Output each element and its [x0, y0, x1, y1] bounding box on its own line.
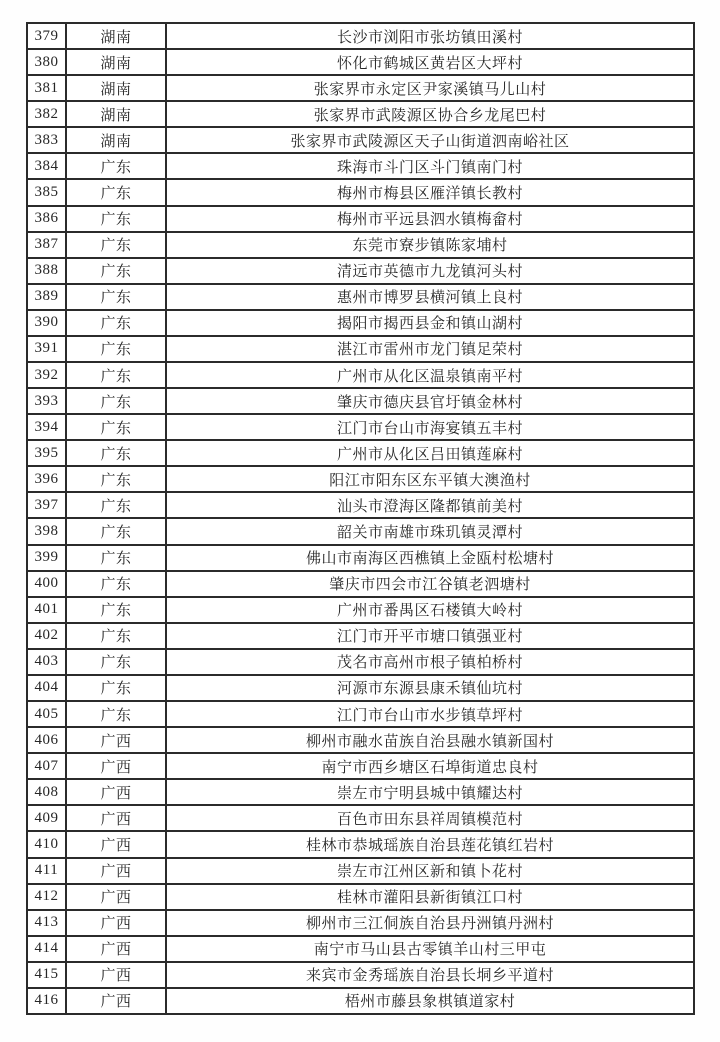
village-name-cell: 广州市从化区吕田镇莲麻村: [166, 440, 694, 466]
row-number-cell: 396: [27, 466, 66, 492]
row-number-cell: 413: [27, 910, 66, 936]
village-name-cell: 崇左市宁明县城中镇耀达村: [166, 779, 694, 805]
table-row: [27, 153, 694, 179]
province-cell: 广东: [66, 440, 166, 466]
village-name-cell: 长沙市浏阳市张坊镇田溪村: [166, 23, 694, 49]
province-cell: 广东: [66, 206, 166, 232]
row-number-cell: 400: [27, 571, 66, 597]
row-number-cell: 394: [27, 414, 66, 440]
row-number-cell: 403: [27, 649, 66, 675]
village-name-cell: 惠州市博罗县横河镇上良村: [166, 284, 694, 310]
village-name-cell: 韶关市南雄市珠玑镇灵潭村: [166, 518, 694, 544]
table-row: [27, 727, 694, 753]
row-number-cell: 416: [27, 988, 66, 1014]
village-name-cell: 柳州市三江侗族自治县丹洲镇丹洲村: [166, 910, 694, 936]
row-number-cell: 399: [27, 545, 66, 571]
village-name-cell: 广州市从化区温泉镇南平村: [166, 362, 694, 388]
province-cell: 湖南: [66, 127, 166, 153]
row-number-cell: 379: [27, 23, 66, 49]
table-row: [27, 440, 694, 466]
province-cell: 广东: [66, 336, 166, 362]
row-number-cell: 402: [27, 623, 66, 649]
table-row: [27, 571, 694, 597]
table-row: [27, 258, 694, 284]
province-cell: 湖南: [66, 23, 166, 49]
province-cell: 广东: [66, 232, 166, 258]
village-name-cell: 崇左市江州区新和镇卜花村: [166, 858, 694, 884]
village-name-cell: 梅州市梅县区雁洋镇长教村: [166, 179, 694, 205]
province-cell: 广西: [66, 910, 166, 936]
village-name-cell: 南宁市马山县古零镇羊山村三甲屯: [166, 936, 694, 962]
table-row: [27, 545, 694, 571]
table-row: [27, 232, 694, 258]
province-cell: 广西: [66, 962, 166, 988]
village-name-cell: 阳江市阳东区东平镇大澳渔村: [166, 466, 694, 492]
row-number-cell: 388: [27, 258, 66, 284]
province-cell: 广西: [66, 884, 166, 910]
village-name-cell: 南宁市西乡塘区石埠街道忠良村: [166, 753, 694, 779]
row-number-cell: 410: [27, 831, 66, 857]
row-number-cell: 401: [27, 597, 66, 623]
row-number-cell: 398: [27, 518, 66, 544]
province-cell: 广东: [66, 597, 166, 623]
province-cell: 广西: [66, 753, 166, 779]
village-name-cell: 茂名市高州市根子镇柏桥村: [166, 649, 694, 675]
table-row: [27, 466, 694, 492]
province-cell: 广东: [66, 414, 166, 440]
table-row: [27, 701, 694, 727]
village-name-cell: 怀化市鹤城区黄岩区大坪村: [166, 49, 694, 75]
row-number-cell: 393: [27, 388, 66, 414]
row-number-cell: 407: [27, 753, 66, 779]
row-number-cell: 404: [27, 675, 66, 701]
table-row: [27, 23, 694, 49]
village-name-cell: 湛江市雷州市龙门镇足荣村: [166, 336, 694, 362]
village-name-cell: 张家界市永定区尹家溪镇马儿山村: [166, 75, 694, 101]
row-number-cell: 414: [27, 936, 66, 962]
village-name-cell: 肇庆市四会市江谷镇老泗塘村: [166, 571, 694, 597]
village-name-cell: 珠海市斗门区斗门镇南门村: [166, 153, 694, 179]
province-cell: 广西: [66, 831, 166, 857]
table-row: [27, 206, 694, 232]
table-row: [27, 936, 694, 962]
village-name-cell: 江门市台山市海宴镇五丰村: [166, 414, 694, 440]
village-table-body: [27, 23, 694, 1014]
table-row: [27, 75, 694, 101]
table-row: [27, 49, 694, 75]
province-cell: 湖南: [66, 75, 166, 101]
table-row: [27, 988, 694, 1014]
row-number-cell: 405: [27, 701, 66, 727]
village-name-cell: 江门市开平市塘口镇强亚村: [166, 623, 694, 649]
village-name-cell: 佛山市南海区西樵镇上金瓯村松塘村: [166, 545, 694, 571]
row-number-cell: 382: [27, 101, 66, 127]
village-name-cell: 东莞市寮步镇陈家埔村: [166, 232, 694, 258]
province-cell: 广东: [66, 571, 166, 597]
row-number-cell: 392: [27, 362, 66, 388]
table-row: [27, 492, 694, 518]
village-name-cell: 广州市番禺区石楼镇大岭村: [166, 597, 694, 623]
province-cell: 广东: [66, 258, 166, 284]
row-number-cell: 390: [27, 310, 66, 336]
province-cell: 广东: [66, 518, 166, 544]
village-name-cell: 揭阳市揭西县金和镇山湖村: [166, 310, 694, 336]
village-name-cell: 汕头市澄海区隆都镇前美村: [166, 492, 694, 518]
table-row: [27, 388, 694, 414]
table-row: [27, 649, 694, 675]
village-name-cell: 河源市东源县康禾镇仙坑村: [166, 675, 694, 701]
row-number-cell: 395: [27, 440, 66, 466]
province-cell: 广西: [66, 858, 166, 884]
village-name-cell: 柳州市融水苗族自治县融水镇新国村: [166, 727, 694, 753]
village-name-cell: 桂林市恭城瑶族自治县莲花镇红岩村: [166, 831, 694, 857]
province-cell: 广东: [66, 179, 166, 205]
row-number-cell: 383: [27, 127, 66, 153]
table-row: [27, 127, 694, 153]
row-number-cell: 411: [27, 858, 66, 884]
village-name-cell: 张家界市武陵源区协合乡龙尾巴村: [166, 101, 694, 127]
province-cell: 广东: [66, 675, 166, 701]
table-row: [27, 753, 694, 779]
village-name-cell: 梧州市藤县象棋镇道家村: [166, 988, 694, 1014]
village-name-cell: 百色市田东县祥周镇模范村: [166, 805, 694, 831]
row-number-cell: 384: [27, 153, 66, 179]
village-name-cell: 梅州市平远县泗水镇梅畲村: [166, 206, 694, 232]
table-row: [27, 779, 694, 805]
row-number-cell: 409: [27, 805, 66, 831]
table-row: [27, 362, 694, 388]
row-number-cell: 387: [27, 232, 66, 258]
table-row: [27, 884, 694, 910]
province-cell: 湖南: [66, 101, 166, 127]
table-row: [27, 962, 694, 988]
province-cell: 广东: [66, 623, 166, 649]
village-list-table: [26, 22, 695, 1015]
table-row: [27, 831, 694, 857]
province-cell: 广西: [66, 936, 166, 962]
village-name-cell: 清远市英德市九龙镇河头村: [166, 258, 694, 284]
village-name-cell: 桂林市灌阳县新街镇江口村: [166, 884, 694, 910]
row-number-cell: 415: [27, 962, 66, 988]
row-number-cell: 391: [27, 336, 66, 362]
village-name-cell: 江门市台山市水步镇草坪村: [166, 701, 694, 727]
province-cell: 广东: [66, 153, 166, 179]
province-cell: 广东: [66, 649, 166, 675]
row-number-cell: 386: [27, 206, 66, 232]
table-row: [27, 910, 694, 936]
province-cell: 广西: [66, 779, 166, 805]
row-number-cell: 408: [27, 779, 66, 805]
table-row: [27, 284, 694, 310]
province-cell: 广东: [66, 545, 166, 571]
province-cell: 广西: [66, 727, 166, 753]
province-cell: 广东: [66, 466, 166, 492]
village-name-cell: 张家界市武陵源区天子山街道泗南峪社区: [166, 127, 694, 153]
row-number-cell: 389: [27, 284, 66, 310]
province-cell: 广东: [66, 492, 166, 518]
table-row: [27, 336, 694, 362]
row-number-cell: 385: [27, 179, 66, 205]
table-row: [27, 518, 694, 544]
table-row: [27, 414, 694, 440]
row-number-cell: 412: [27, 884, 66, 910]
village-name-cell: 肇庆市德庆县官圩镇金林村: [166, 388, 694, 414]
province-cell: 湖南: [66, 49, 166, 75]
row-number-cell: 380: [27, 49, 66, 75]
province-cell: 广西: [66, 988, 166, 1014]
province-cell: 广东: [66, 388, 166, 414]
row-number-cell: 381: [27, 75, 66, 101]
table-row: [27, 101, 694, 127]
table-row: [27, 623, 694, 649]
province-cell: 广西: [66, 805, 166, 831]
table-row: [27, 805, 694, 831]
province-cell: 广东: [66, 362, 166, 388]
table-row: [27, 310, 694, 336]
table-row: [27, 675, 694, 701]
province-cell: 广东: [66, 701, 166, 727]
table-row: [27, 597, 694, 623]
village-name-cell: 来宾市金秀瑶族自治县长垌乡平道村: [166, 962, 694, 988]
province-cell: 广东: [66, 310, 166, 336]
row-number-cell: 397: [27, 492, 66, 518]
province-cell: 广东: [66, 284, 166, 310]
table-row: [27, 858, 694, 884]
row-number-cell: 406: [27, 727, 66, 753]
table-row: [27, 179, 694, 205]
